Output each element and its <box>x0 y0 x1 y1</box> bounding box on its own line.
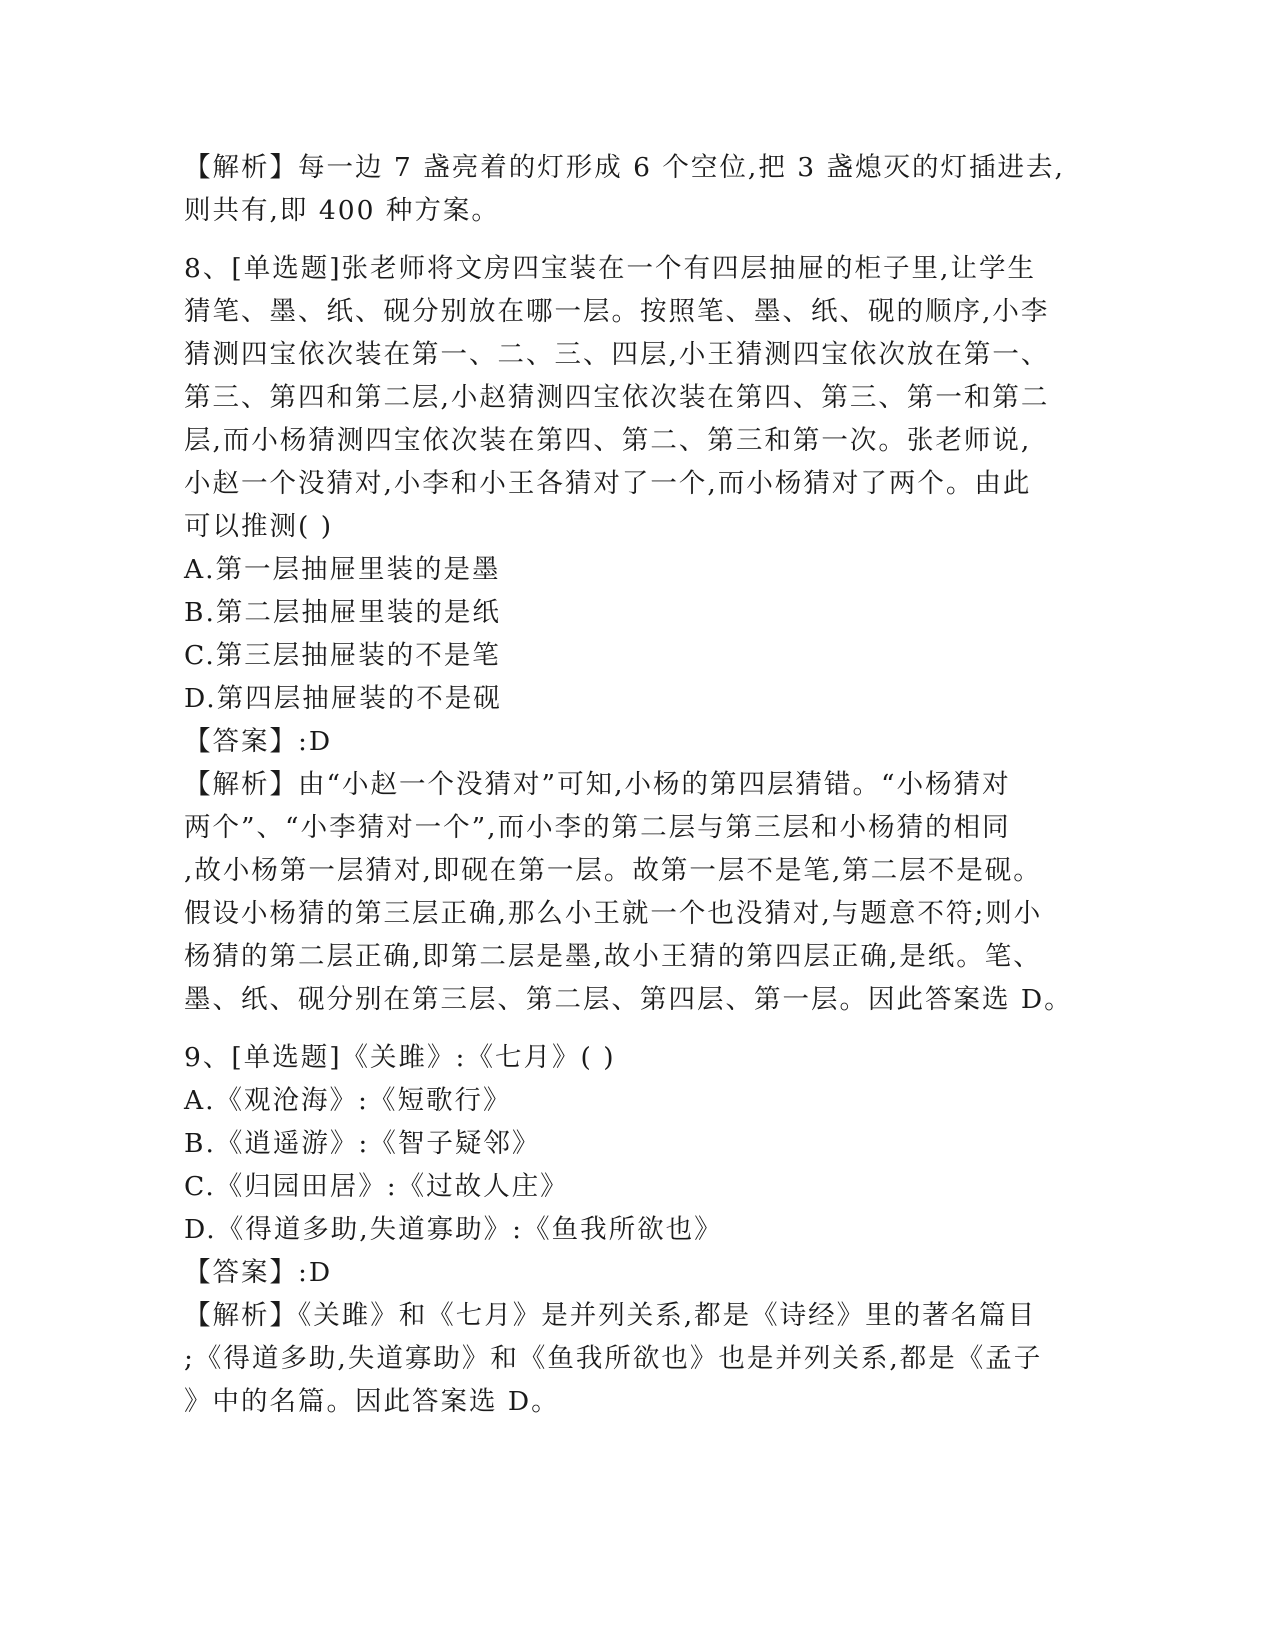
document-page <box>184 146 1084 1423</box>
analysis-line: 两个”、“小李猜对一个”,而小李的第二层与第三层和小杨猜的相同 <box>184 812 1011 843</box>
question-stem <box>184 247 1084 548</box>
analysis-line: ;《得道多助,失道寡助》和《鱼我所欲也》也是并列关系,都是《孟子 <box>184 1343 1043 1374</box>
analysis-line: 墨、纸、砚分别在第三层、第二层、第四层、第一层。因此答案选 D。 <box>184 984 1073 1015</box>
analysis-line: 假设小杨猜的第三层正确,那么小王就一个也没猜对,与题意不符;则小 <box>184 898 1043 929</box>
analysis-line: 》中的名篇。因此答案选 D。 <box>184 1386 560 1417</box>
stem-line: 层,而小杨猜测四宝依次装在第四、第二、第三和第一次。张老师说, <box>184 425 1032 456</box>
question-8 <box>184 247 1084 1021</box>
analysis-line: ,故小杨第一层猜对,即砚在第一层。故第一层不是笔,第二层不是砚。 <box>184 855 1042 886</box>
option-a: A.第一层抽屉里装的是墨 <box>184 554 501 585</box>
option-list <box>184 548 1084 720</box>
option-b: B.《逍遥游》:《智子疑邻》 <box>184 1128 541 1159</box>
stem-line: 猜测四宝依次装在第一、二、三、四层,小王猜测四宝依次放在第一、 <box>184 339 1050 370</box>
analysis-line: 【解析】每一边 7 盏亮着的灯形成 6 个空位,把 3 盏熄灭的灯插进去, <box>184 152 1065 183</box>
stem-line: 猜笔、墨、纸、砚分别放在哪一层。按照笔、墨、纸、砚的顺序,小李 <box>184 296 1050 327</box>
question-stem <box>184 1036 1084 1079</box>
stem-line: 可以推测( ) <box>184 511 334 542</box>
option-d: D.《得道多助,失道寡助》:《鱼我所欲也》 <box>184 1214 723 1245</box>
analysis-line: 杨猜的第二层正确,即第二层是墨,故小王猜的第四层正确,是纸。笔、 <box>184 941 1042 972</box>
answer: 【答案】:D <box>184 1257 333 1288</box>
stem-line: 小赵一个没猜对,小李和小王各猜对了一个,而小杨猜对了两个。由此 <box>184 468 1032 499</box>
q7-analysis <box>184 146 1084 232</box>
option-d: D.第四层抽屉装的不是砚 <box>184 683 502 714</box>
option-a: A.《观沧海》:《短歌行》 <box>184 1085 512 1116</box>
analysis-line: 【解析】由“小赵一个没猜对”可知,小杨的第四层猜错。“小杨猜对 <box>184 769 1011 800</box>
question-9 <box>184 1036 1084 1423</box>
answer: 【答案】:D <box>184 726 333 757</box>
analysis <box>184 1294 1084 1423</box>
analysis-line: 【解析】《关雎》和《七月》是并列关系,都是《诗经》里的著名篇目 <box>184 1300 1037 1331</box>
stem-line: 9、[单选题]《关雎》:《七月》( ) <box>184 1042 616 1073</box>
option-c: C.《归园田居》:《过故人庄》 <box>184 1171 569 1202</box>
analysis-line: 则共有,即 400 种方案。 <box>184 195 500 226</box>
stem-line: 8、[单选题]张老师将文房四宝装在一个有四层抽屉的柜子里,让学生 <box>184 253 1036 284</box>
stem-line: 第三、第四和第二层,小赵猜测四宝依次装在第四、第三、第一和第二 <box>184 382 1050 413</box>
option-list <box>184 1079 1084 1251</box>
option-c: C.第三层抽屉装的不是笔 <box>184 640 501 671</box>
analysis <box>184 763 1084 1021</box>
option-b: B.第二层抽屉里装的是纸 <box>184 597 501 628</box>
